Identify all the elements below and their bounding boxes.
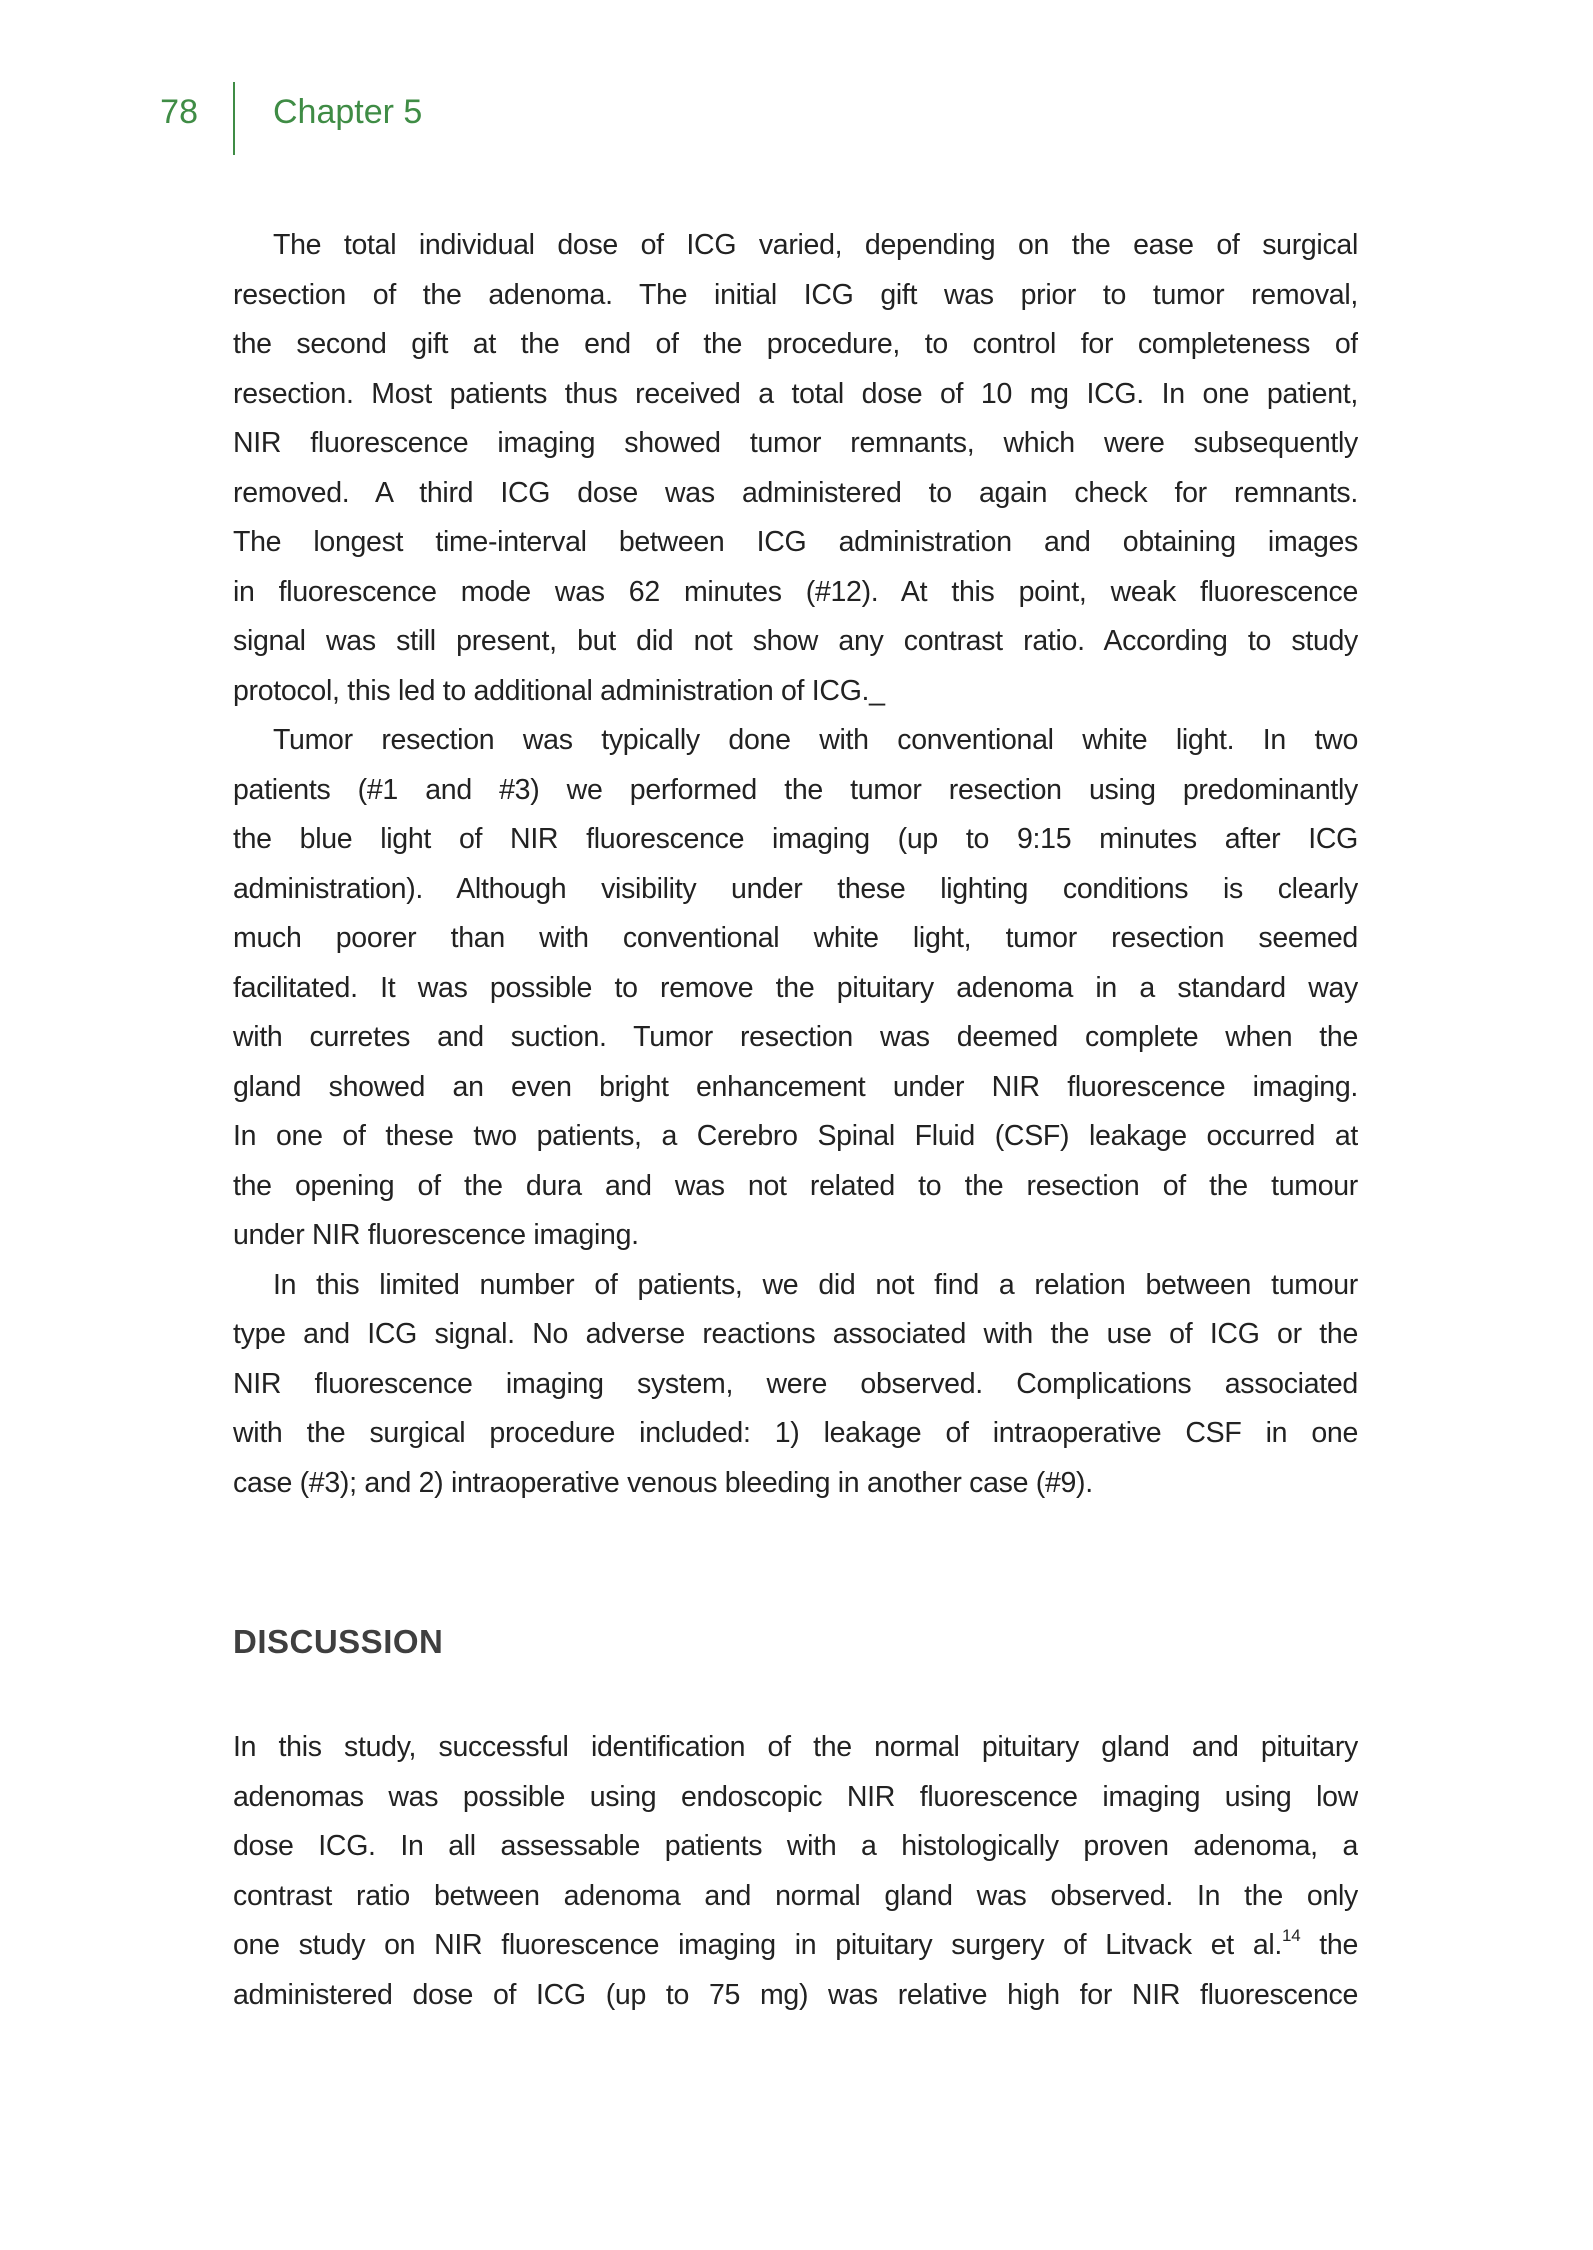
text-line: administration). Although visibility under these lighting conditions is clearly: [233, 872, 1358, 905]
text-line: removed. A third ICG dose was administered to again check for remnants.: [233, 476, 1358, 509]
text-line: In one of these two patients, a Cerebro Spinal Fluid (CSF) leakage occurred at: [233, 1120, 1358, 1152]
header-divider-line: [233, 82, 235, 155]
text-line: gland showed an even bright enhancement under NIR fluorescence imaging.: [233, 1070, 1358, 1103]
text-line: in fluorescence mode was 62 minutes (#12). At this point, weak fluorescence: [233, 575, 1358, 608]
text-line: with the surgical procedure included: 1) leakage of intraoperative CSF in one: [233, 1417, 1358, 1449]
text-line: with curretes and suction. Tumor resection was deemed complete when the: [233, 1021, 1358, 1053]
text-line: administered dose of ICG (up to 75 mg) was relative high for NIR fluorescence: [233, 1978, 1358, 2011]
text-line: type and ICG signal. No adverse reactions associated with the use of ICG or the: [233, 1318, 1358, 1350]
text-segment: one study on NIR fluorescence imaging in pituitary surgery of Litvack et al.: [233, 1929, 1283, 1961]
text-line: the second gift at the end of the procedure, to control for completeness of: [233, 328, 1358, 360]
text-line: In this study, successful identification of the normal pituitary gland and pituitary: [233, 1731, 1358, 1763]
text-line: contrast ratio between adenoma and normal gland was observed. In the only: [233, 1879, 1358, 1912]
text-column: [233, 221, 1358, 2020]
page-number: 78: [160, 93, 198, 131]
text-line: much poorer than with conventional white light, tumor resection seemed: [233, 922, 1358, 954]
text-line: protocol, this led to additional administration of ICG._: [233, 674, 885, 707]
text-line: facilitated. It was possible to remove the pituitary adenoma in a standard way: [233, 971, 1358, 1004]
text-line: NIR fluorescence imaging showed tumor remnants, which were subsequently: [233, 427, 1358, 459]
text-line: NIR fluorescence imaging system, were observed. Complications associated: [233, 1367, 1358, 1400]
text-line: patients (#1 and #3) we performed the tumor resection using predominantly: [233, 773, 1358, 806]
chapter-title: Chapter 5: [273, 93, 423, 131]
discussion-heading: DISCUSSION: [233, 1623, 444, 1660]
text-line: case (#3); and 2) intraoperative venous bleeding in another case (#9).: [233, 1466, 1093, 1499]
text-line: The total individual dose of ICG varied, depending on the ease of surgical: [273, 229, 1358, 261]
text-line: resection of the adenoma. The initial ICG gift was prior to tumor removal,: [233, 278, 1358, 311]
text-line: In this limited number of patients, we did not find a relation between tumour: [273, 1268, 1358, 1301]
text-line: under NIR fluorescence imaging.: [233, 1219, 639, 1251]
text-line: the blue light of NIR fluorescence imaging (up to 9:15 minutes after ICG: [233, 823, 1358, 855]
text-line: signal was still present, but did not show any contrast ratio. According to study: [233, 625, 1358, 657]
text-line: dose ICG. In all assessable patients with a histologically proven adenoma, a: [233, 1830, 1358, 1862]
text-segment: the: [1300, 1929, 1358, 1961]
text-line: adenomas was possible using endoscopic NIR fluorescence imaging using low: [233, 1780, 1358, 1813]
text-line: Tumor resection was typically done with conventional white light. In two: [273, 724, 1358, 756]
text-line: resection. Most patients thus received a total dose of 10 mg ICG. In one patient,: [233, 377, 1358, 410]
text-line: the opening of the dura and was not related to the resection of the tumour: [233, 1169, 1358, 1202]
text-line: The longest time-interval between ICG administration and obtaining images: [233, 526, 1358, 558]
footnote-reference: 14: [1282, 1926, 1301, 1945]
discussion-body-text: [233, 1723, 1358, 2020]
body-text: [233, 221, 1358, 1508]
text-line: [233, 1921, 1358, 1971]
